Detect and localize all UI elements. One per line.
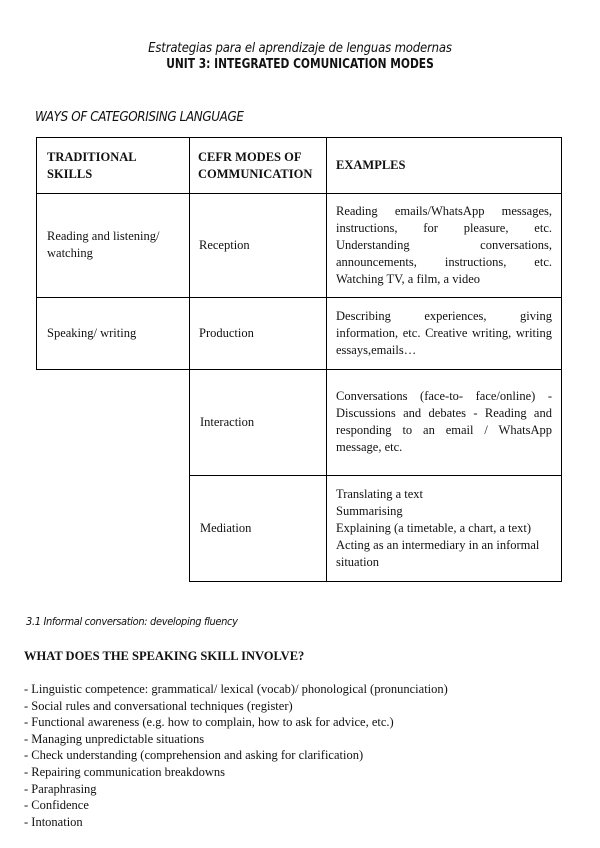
table-row-reception-examples: Reading emails/WhatsApp messages, instructions, for pleasure, etc. Understanding conversations, announcements, instructions, etc. Watching TV, a film, a video	[326, 193, 562, 298]
speaking-skill-list	[24, 681, 448, 830]
table-row-production-examples: Describing experiences, giving information, etc. Creative writing, writing essays,emails…	[326, 297, 562, 370]
table-row-production-traditional: Speaking/ writing	[36, 297, 190, 370]
list-item: - Repairing communication breakdowns	[24, 764, 225, 779]
table-row-production-mode: Production	[189, 297, 327, 370]
speaking-question: WHAT DOES THE SPEAKING SKILL INVOLVE?	[24, 649, 305, 663]
table-header-traditional: TRADITIONAL SKILLS	[36, 137, 190, 194]
course-subtitle: Estrategias para el aprendizaje de lenguas modernas	[148, 41, 452, 56]
subsection-heading: 3.1 Informal conversation: developing fluency	[26, 615, 238, 628]
mediation-example: Summarising	[336, 503, 403, 518]
mediation-example: Explaining (a timetable, a chart, a text)	[336, 520, 532, 535]
mediation-example: Translating a text	[336, 486, 424, 501]
list-item: - Linguistic competence: grammatical/ lexical (vocab)/ phonological (pronunciation)	[24, 682, 448, 696]
list-item: - Intonation	[24, 814, 83, 829]
list-item: - Managing unpredictable situations	[24, 731, 205, 746]
table-row-mediation-examples	[326, 475, 562, 582]
table-row-interaction-mode: Interaction	[189, 369, 327, 476]
table-row-interaction-examples: Conversations (face-to- face/online) - Discussions and debates - Reading and responding to an email / WhatsApp message, etc.	[326, 369, 562, 476]
unit-title: UNIT 3: INTEGRATED COMUNICATION MODES	[166, 57, 434, 72]
list-item: - Paraphrasing	[24, 781, 97, 796]
table-row-reception-mode: Reception	[189, 193, 327, 298]
list-item: - Functional awareness (e.g. how to complain, how to ask for advice, etc.)	[24, 715, 394, 730]
table-row-reception-traditional: Reading and listening/ watching	[36, 193, 190, 298]
list-item: - Confidence	[24, 798, 89, 813]
mediation-example: Acting as an intermediary in an informal situation	[336, 537, 540, 569]
table-header-examples: EXAMPLES	[326, 137, 562, 194]
list-item: - Social rules and conversational techniques (register)	[24, 698, 293, 713]
table-header-cefr: CEFR MODES OF COMMUNICATION	[189, 137, 327, 194]
table-row-mediation-mode: Mediation	[189, 475, 327, 582]
section-title: WAYS OF CATEGORISING LANGUAGE	[35, 110, 244, 125]
list-item: - Check understanding (comprehension and asking for clarification)	[24, 748, 364, 763]
